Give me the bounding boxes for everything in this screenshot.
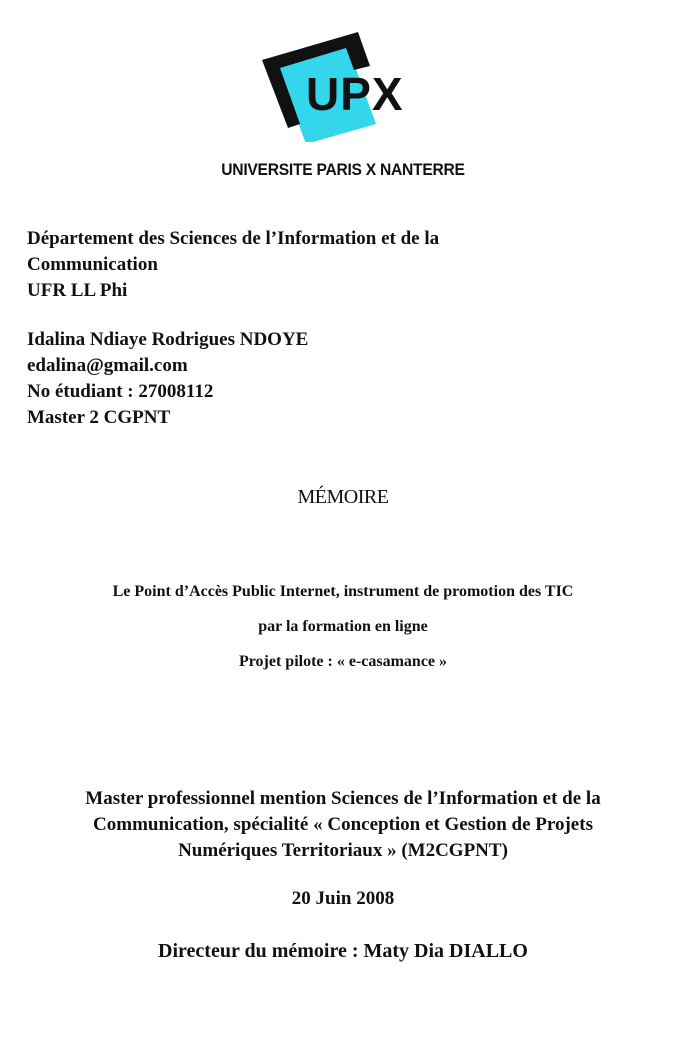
author-email: edalina@gmail.com: [27, 355, 188, 376]
subject-line-2: par la formation en ligne: [258, 618, 428, 635]
logo-text: UPX: [306, 68, 404, 120]
author-name: Idalina Ndiaye Rodrigues NDOYE: [27, 329, 309, 350]
program-line-3: Numériques Territoriaux » (M2CGPNT): [178, 840, 508, 861]
university-logo: [254, 22, 434, 142]
department-line-1: Département des Sciences de l’Information et de la: [27, 228, 440, 249]
department-line-2: Communication: [27, 254, 158, 275]
university-name: UNIVERSITE PARIS X NANTERRE: [221, 160, 465, 179]
subject-line-3: Projet pilote : « e-casamance »: [238, 653, 448, 670]
student-number: No étudiant : 27008112: [27, 381, 214, 402]
thesis-director: Directeur du mémoire : Maty Dia DIALLO: [158, 940, 528, 962]
subject-line-1: Le Point d’Accès Public Internet, instrument de promotion des TIC: [112, 583, 574, 600]
upx-logo-mark: [254, 22, 434, 142]
department-block: [27, 226, 439, 304]
program-line-1: Master professionnel mention Sciences de l’Information et de la: [85, 788, 601, 809]
submission-date: 20 Juin 2008: [291, 888, 395, 909]
department-line-3: UFR LL Phi: [27, 280, 128, 301]
subject-block: [0, 574, 680, 679]
author-program: Master 2 CGPNT: [27, 407, 171, 428]
document-type: MÉMOIRE: [297, 486, 389, 508]
program-block: [0, 786, 680, 864]
program-line-2: Communication, spécialité « Conception et Gestion de Projets: [93, 814, 593, 835]
author-block: [27, 327, 308, 431]
